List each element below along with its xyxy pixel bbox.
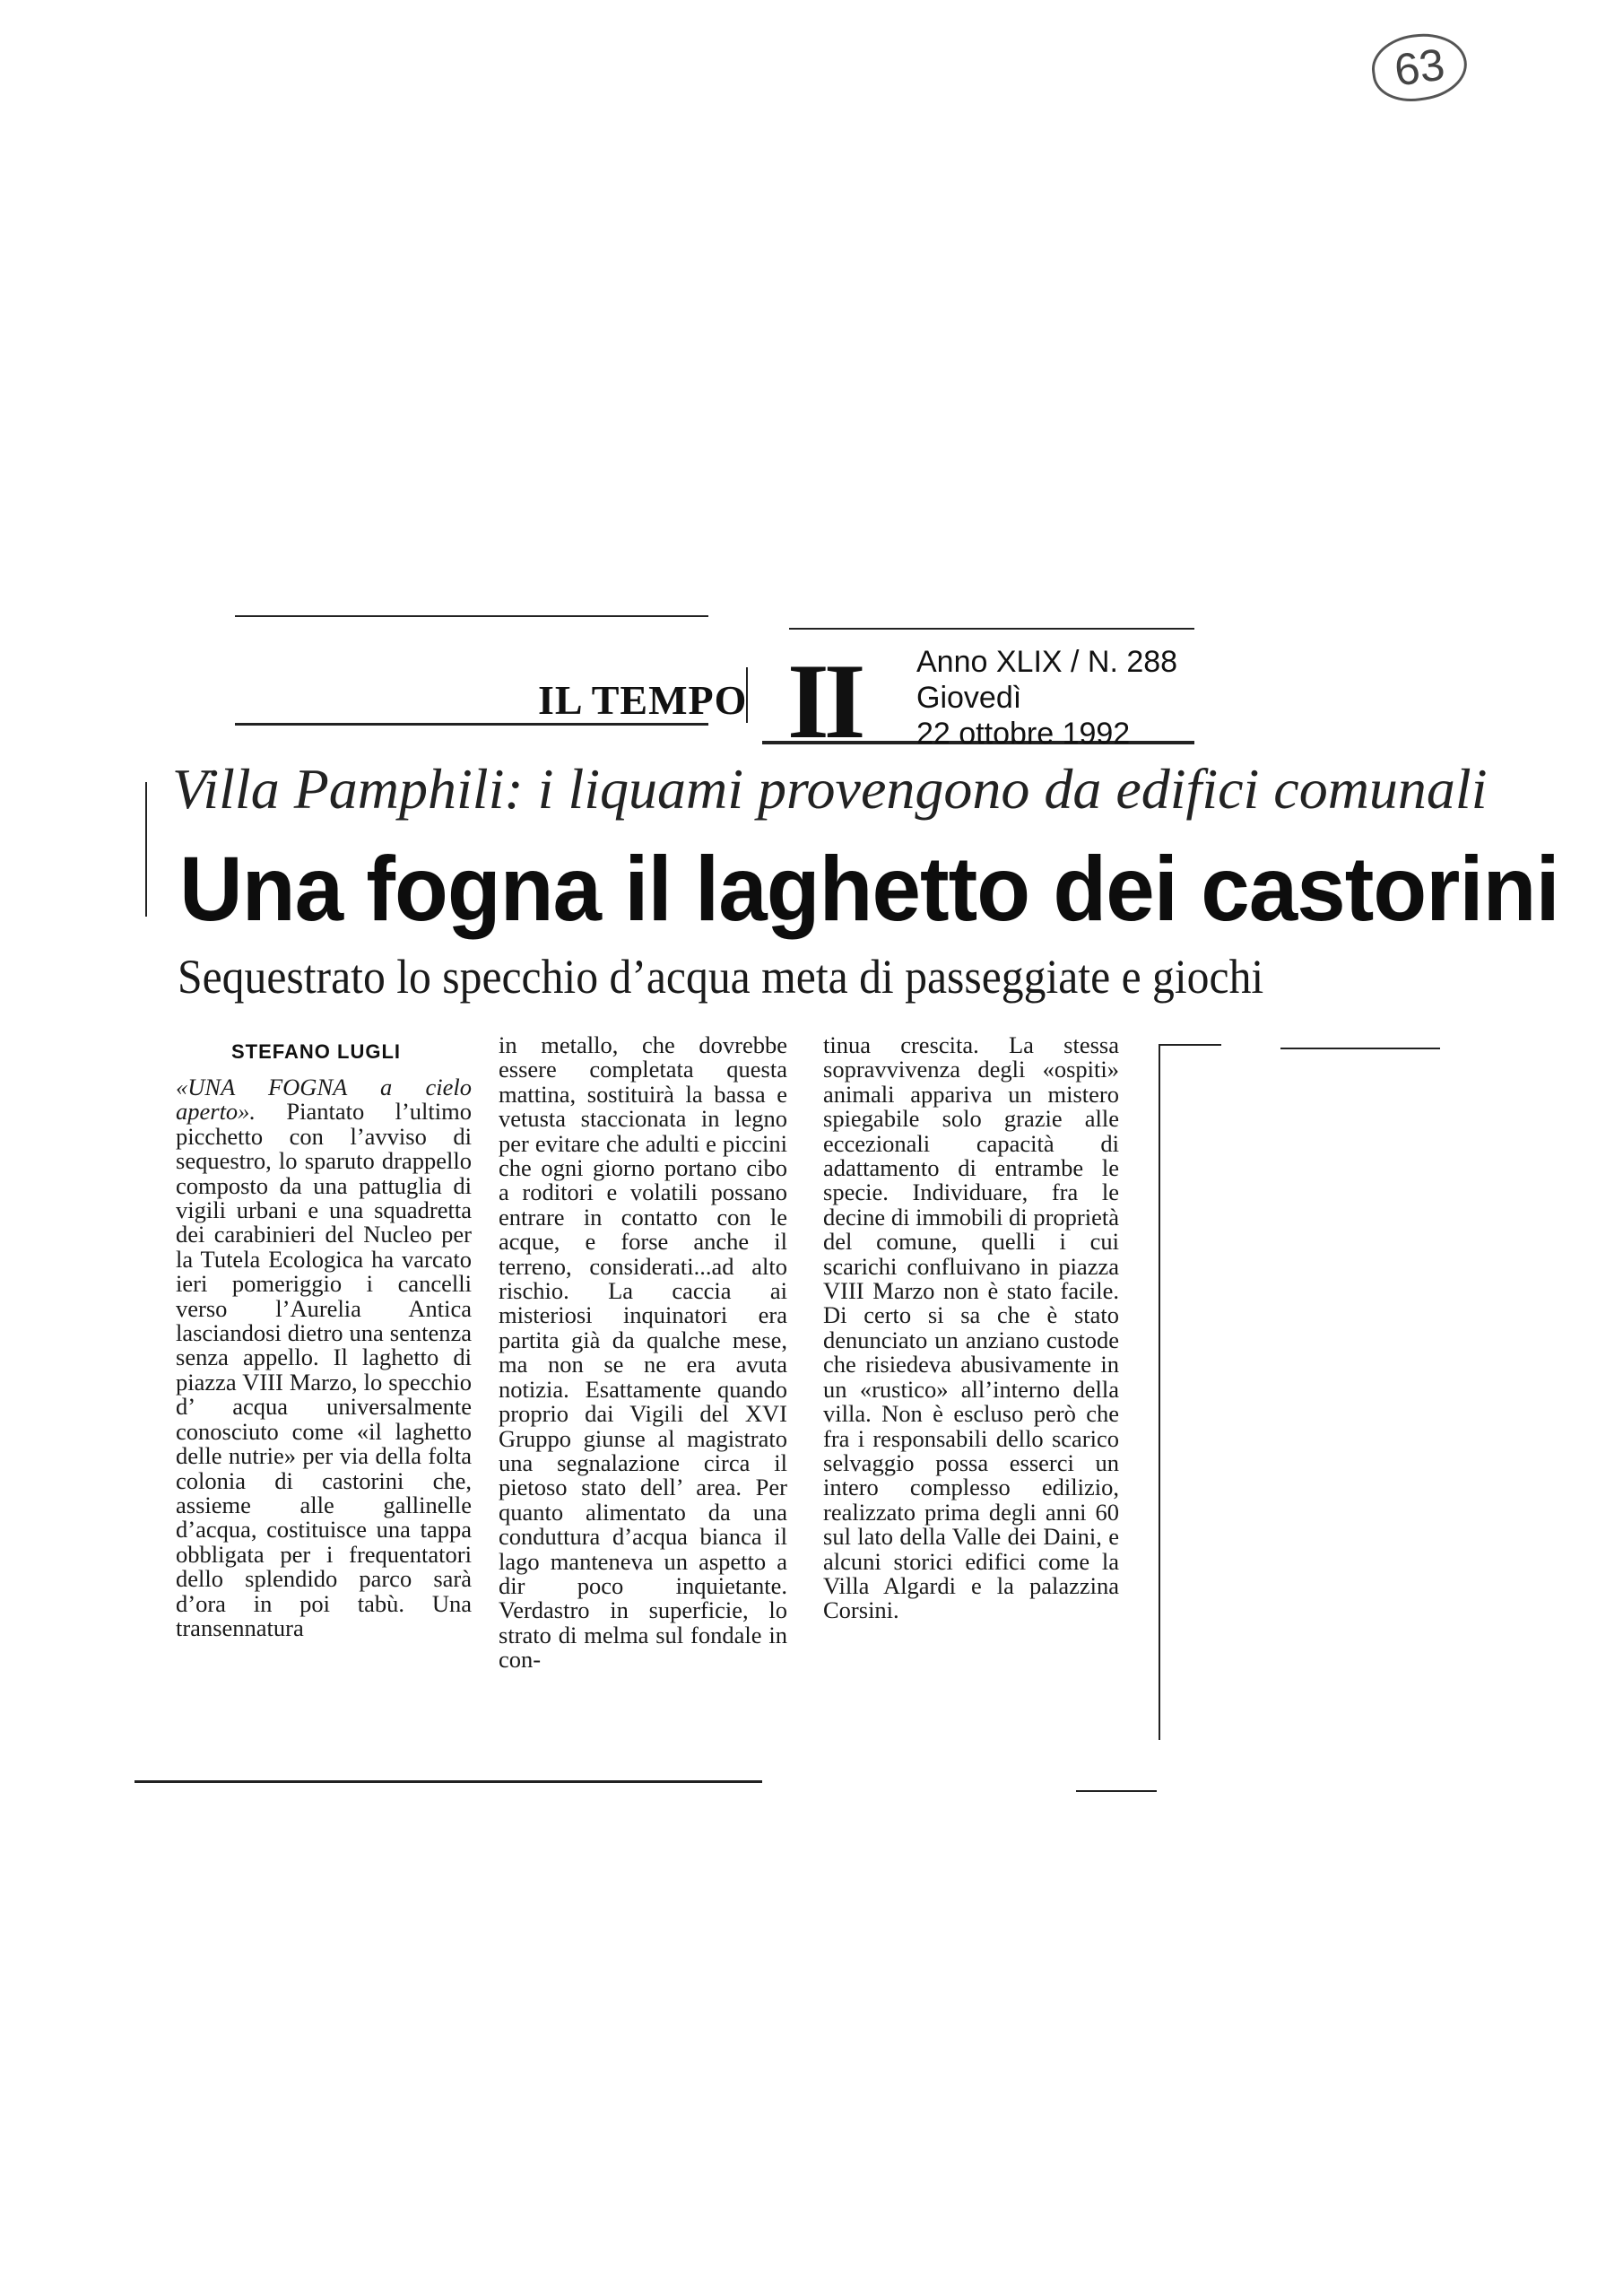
article-kicker: Villa Pamphili: i liquami provengono da edifici comunali	[172, 757, 1488, 821]
right-box-top-rule-2	[1280, 1048, 1440, 1049]
column-3-text: tinua crescita. La stessa sopravvivenza degli «ospiti» animali appariva un mistero spiegabile solo grazie alle eccezionali capacità di adattamento di entrambe le specie. Individuare, fra le decine di immobili di proprietà del comune, quelli i cui scarichi confluivano in piazza VIII Marzo non è stato facile. Di certo si sa che è stato denunciato un anziano custode che risiedeva abusivamente in un «rustico» all’interno della villa. Non è escluso però che fra i responsabili dello scarico selvaggio possa esserci un intero complesso edilizio, realizzato prima degli anni 60 sul lato della Valle dei Daini, e alcuni storici edifici come la Villa Algardi e la palazzina Corsini.	[823, 1031, 1119, 1624]
masthead-rule-right-top	[789, 628, 1194, 630]
article-headline: Una fogna il laghetto dei castorini	[179, 838, 1559, 940]
lead-quote: «UNA FOGNA a cielo aperto».	[176, 1074, 472, 1126]
issue-number: Anno XLIX / N. 288	[916, 645, 1178, 679]
column-1-text: Piantato l’ultimo picchetto con l’avviso di sequestro, lo sparuto drappello composto da una pattuglia di vigili urbani e una squadretta dei carabinieri del Nucleo per la Tutela Ecologica ha varcato ieri pomeriggio i cancelli verso l’Aurelia Antica lasciandosi dietro una sentenza senza appello. Il laghetto di piazza VIII Marzo, lo specchio d’ acqua universalmente conosciuto come «il laghetto delle nutrie» per via della folta colonia di castorini che, assieme alle gallinelle d’acqua, costituisce una tappa obbligata per i frequentatori dello splendido parco sarà d’ora in poi tabù. Una transennatura	[176, 1098, 472, 1641]
article-column-1	[176, 1075, 472, 1640]
article-bottom-rule-right	[1076, 1790, 1157, 1792]
article-byline: STEFANO LUGLI	[231, 1040, 401, 1063]
article-bottom-rule-left	[135, 1780, 762, 1783]
issue-info	[916, 644, 1177, 752]
masthead-rule-left-top	[235, 615, 708, 617]
right-box-left-rule	[1159, 1044, 1160, 1740]
issue-weekday: Giovedì	[916, 681, 1022, 715]
right-box-top-rule	[1159, 1044, 1221, 1046]
section-numeral: II	[787, 641, 861, 761]
article-subhead: Sequestrato lo specchio d’acqua meta di passeggiate e giochi	[178, 950, 1264, 1004]
archive-page-number: 63	[1367, 28, 1471, 107]
newspaper-logo: IL TEMPO	[538, 677, 748, 723]
article-left-rule	[145, 782, 147, 917]
article-column-3	[823, 1033, 1119, 1623]
issue-date: 22 ottobre 1992	[916, 717, 1131, 751]
masthead-rule-left-bottom	[235, 723, 708, 726]
column-2-text: in metallo, che dovrebbe essere completata questa mattina, sostituirà la bassa e vetusta staccionata in legno per evitare che adulti e piccini che ogni giorno portano cibo a roditori e volatili possano entrare in contatto con le acque, e forse anche il terreno, considerati...ad alto rischio. La caccia ai misteriosi inquinatori era partita già da qualche mese, ma non se ne era avuta notizia. Esattamente quando proprio dai Vigili del XVI Gruppo giunse al magistrato una segnalazione circa il pietoso stato dell’ area. Per quanto alimentato da una conduttura d’acqua bianca il lago manteneva un aspetto a dir poco inquietante. Verdastro in superficie, lo strato di melma sul fondale in con-	[499, 1031, 787, 1674]
article-column-2	[499, 1033, 787, 1673]
